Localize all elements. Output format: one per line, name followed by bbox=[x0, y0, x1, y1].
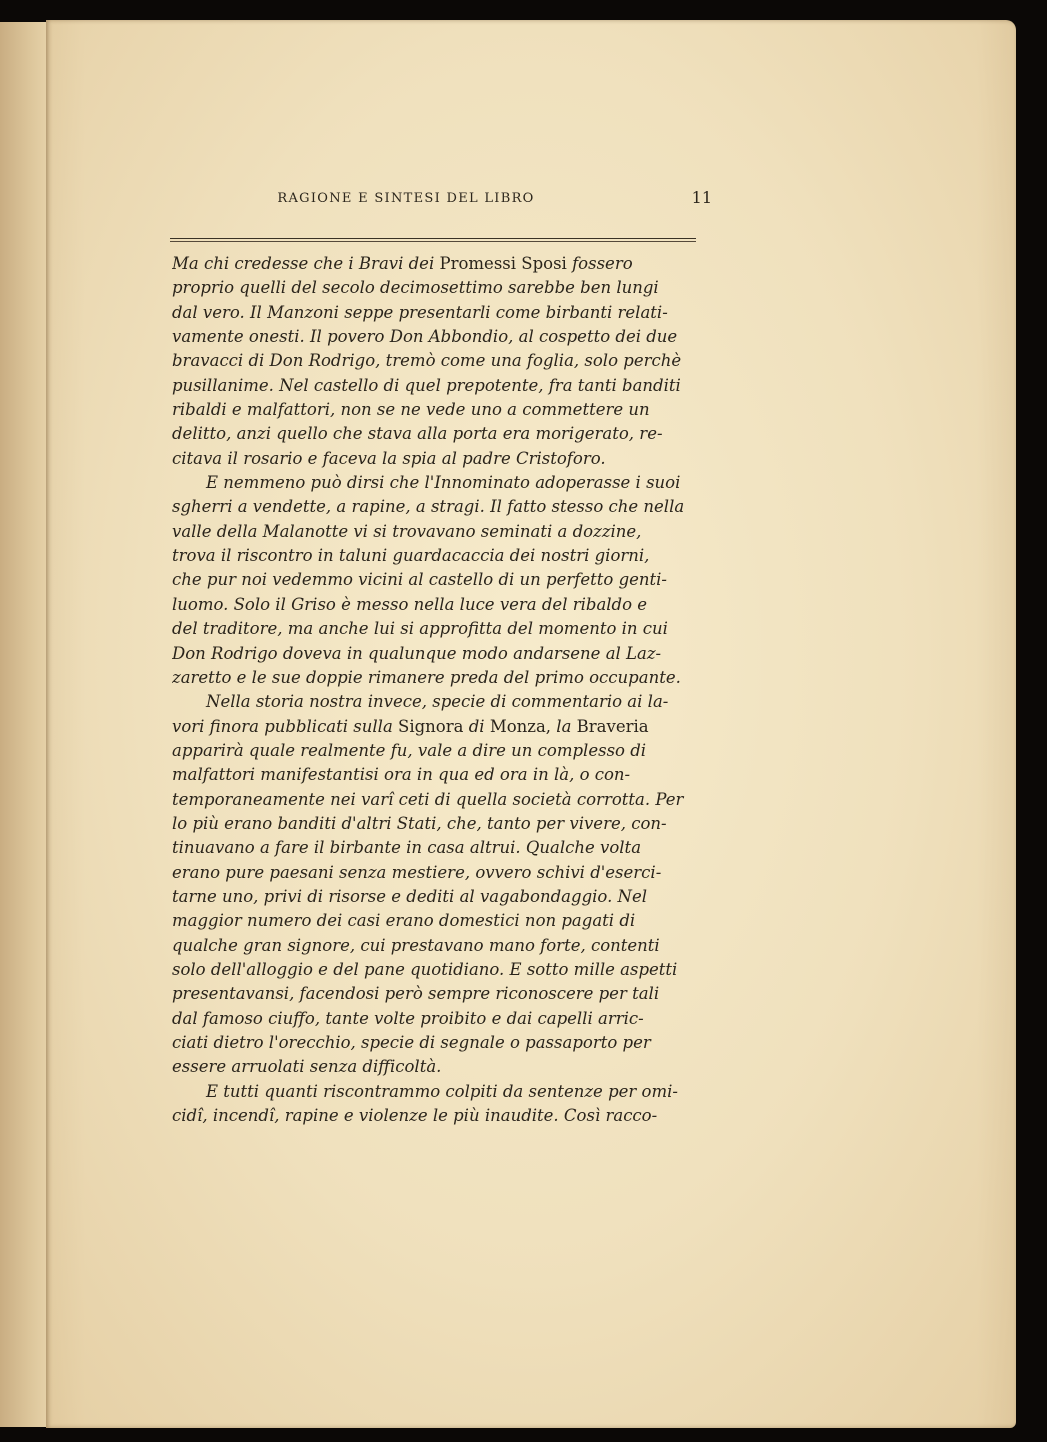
text-line bbox=[172, 982, 720, 1006]
text-line bbox=[172, 325, 720, 349]
italic-text: Don Rodrigo doveva in qualunque modo andarsene al Laz- bbox=[172, 643, 662, 663]
roman-text: Signora bbox=[398, 716, 464, 736]
italic-text: che pur noi vedemmo vicini al castello di un perfetto genti- bbox=[172, 570, 668, 590]
italic-text: pusillanime. Nel castello di quel prepotente, fra tanti banditi bbox=[172, 375, 681, 395]
italic-text: vori finora pubblicati sulla bbox=[172, 716, 399, 736]
italic-text: la bbox=[551, 716, 577, 736]
italic-text: temporaneamente nei varî ceti di quella società corrotta. Per bbox=[172, 789, 684, 809]
italic-text: vamente onesti. Il povero Don Abbondio, al cospetto dei due bbox=[172, 327, 678, 347]
roman-text: Monza, bbox=[489, 716, 552, 736]
italic-text: essere arruolati senza difficoltà. bbox=[172, 1057, 442, 1077]
text-line bbox=[172, 544, 720, 568]
text-line bbox=[172, 788, 720, 812]
text-line bbox=[172, 349, 720, 373]
text-line bbox=[172, 885, 720, 909]
text-line bbox=[172, 836, 720, 860]
italic-text: erano pure paesani senza mestiere, ovvero schivi d'eserci- bbox=[172, 862, 662, 882]
text-line bbox=[172, 447, 720, 471]
italic-text: ciati dietro l'orecchio, specie di segnale o passaporto per bbox=[172, 1033, 651, 1052]
italic-text: qualche gran signore, cui prestavano mano forte, contenti bbox=[172, 935, 660, 955]
roman-text: Braveria bbox=[576, 716, 649, 736]
text-line bbox=[172, 1031, 720, 1055]
text-line bbox=[172, 568, 720, 592]
page-number: 11 bbox=[691, 188, 712, 207]
facing-page-edge bbox=[0, 22, 48, 1427]
text-line bbox=[172, 471, 720, 495]
text-line bbox=[172, 520, 720, 544]
text-line bbox=[172, 374, 720, 398]
header-rule-thin bbox=[170, 241, 696, 242]
italic-text: ribaldi e malfattori, non se ne vede uno a commettere un bbox=[172, 400, 650, 420]
text-line bbox=[172, 495, 720, 519]
italic-text: presentavansi, facendosi però sempre riconoscere per tali bbox=[172, 984, 660, 1004]
italic-text: valle della Malanotte vi si trovavano seminati a dozzine, bbox=[172, 521, 642, 541]
text-line bbox=[172, 1104, 720, 1128]
italic-text: delitto, anzi quello che stava alla porta era morigerato, re- bbox=[172, 424, 663, 444]
text-line bbox=[172, 666, 720, 690]
text-line bbox=[172, 934, 720, 958]
running-title: RAGIONE E SINTESI DEL LIBRO bbox=[277, 191, 535, 206]
italic-text: Ma chi credesse che i Bravi dei bbox=[172, 254, 440, 273]
italic-text: maggior numero dei casi erano domestici non pagati di bbox=[172, 911, 636, 931]
italic-text: tinuavano a fare il birbante in casa altrui. Qualche volta bbox=[172, 838, 642, 858]
text-line bbox=[172, 763, 720, 787]
roman-text: Promessi Sposi bbox=[439, 254, 567, 273]
text-line bbox=[172, 861, 720, 885]
italic-text: lo più erano banditi d'altri Stati, che, tanto per vivere, con- bbox=[172, 813, 667, 833]
text-line bbox=[172, 1007, 720, 1031]
italic-text: di bbox=[463, 716, 490, 736]
text-line bbox=[172, 252, 720, 276]
text-line bbox=[172, 1080, 720, 1104]
text-line bbox=[172, 398, 720, 422]
text-line bbox=[172, 812, 720, 836]
italic-text: cidî, incendî, rapine e violenze le più inaudite. Così racco- bbox=[172, 1106, 658, 1126]
header-rule bbox=[170, 238, 696, 239]
italic-text: fossero bbox=[566, 254, 633, 273]
text-line bbox=[172, 739, 720, 763]
italic-text: E nemmeno può dirsi che l'Innominato adoperasse i suoi bbox=[206, 473, 681, 493]
body-text bbox=[172, 252, 720, 1128]
italic-text: Nella storia nostra invece, specie di commentario ai la- bbox=[206, 692, 669, 712]
text-line bbox=[172, 909, 720, 933]
italic-text: proprio quelli del secolo decimosettimo sarebbe ben lungi bbox=[172, 278, 659, 298]
italic-text: tarne uno, privi di risorse e dediti al vagabondaggio. Nel bbox=[172, 886, 648, 906]
italic-text: luomo. Solo il Griso è messo nella luce vera del ribaldo e bbox=[172, 594, 648, 614]
italic-text: apparirà quale realmente fu, vale a dire un complesso di bbox=[172, 740, 647, 760]
running-header bbox=[172, 188, 712, 213]
text-line bbox=[172, 1055, 720, 1079]
italic-text: E tutti quanti riscontrammo colpiti da sentenze per omi- bbox=[206, 1081, 678, 1101]
text-line bbox=[172, 642, 720, 666]
italic-text: trova il riscontro in taluni guardacaccia dei nostri giorni, bbox=[172, 546, 650, 566]
italic-text: citava il rosario e faceva la spia al padre Cristoforo. bbox=[172, 448, 606, 468]
text-line bbox=[172, 301, 720, 325]
italic-text: malfattori manifestantisi ora in qua ed ora in là, o con- bbox=[172, 765, 631, 785]
italic-text: dal famoso ciuffo, tante volte proibito e dai capelli arric- bbox=[172, 1008, 644, 1028]
text-line bbox=[172, 593, 720, 617]
text-line bbox=[172, 276, 720, 300]
text-line bbox=[172, 958, 720, 982]
italic-text: solo dell'alloggio e del pane quotidiano. E sotto mille aspetti bbox=[172, 959, 678, 979]
text-line bbox=[172, 715, 720, 739]
italic-text: dal vero. Il Manzoni seppe presentarli come birbanti relati- bbox=[172, 302, 668, 322]
text-line bbox=[172, 690, 720, 714]
text-line bbox=[172, 617, 720, 641]
italic-text: del traditore, ma anche lui si approfitta del momento in cui bbox=[172, 619, 668, 639]
italic-text: sgherri a vendette, a rapine, a stragi. Il fatto stesso che nella bbox=[172, 497, 685, 517]
italic-text: bravacci di Don Rodrigo, tremò come una foglia, solo perchè bbox=[172, 351, 682, 371]
text-line bbox=[172, 422, 720, 446]
italic-text: zaretto e le sue doppie rimanere preda del primo occupante. bbox=[172, 667, 681, 687]
